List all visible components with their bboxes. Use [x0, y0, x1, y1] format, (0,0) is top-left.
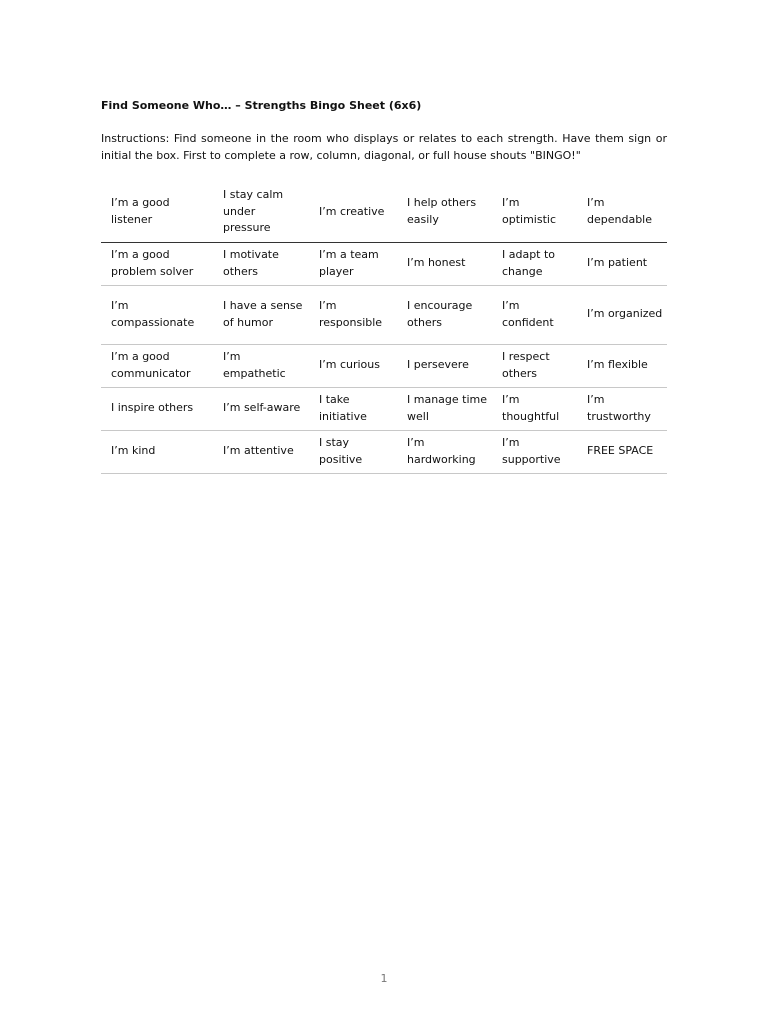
bingo-cell: I’m supportive: [492, 430, 577, 473]
bingo-cell-free-space: FREE SPACE: [577, 430, 667, 473]
bingo-cell: I’m optimistic: [492, 185, 577, 242]
bingo-cell: I’m a team player: [309, 242, 397, 285]
bingo-cell: I adapt to change: [492, 242, 577, 285]
bingo-cell: I’m hardworking: [397, 430, 492, 473]
bingo-grid: [101, 185, 667, 474]
bingo-row-3: [101, 285, 667, 344]
bingo-cell: I’m empathetic: [213, 344, 309, 387]
bingo-cell: I respect others: [492, 344, 577, 387]
bingo-cell: I’m a good communicator: [101, 344, 213, 387]
bingo-cell: I’m confident: [492, 285, 577, 344]
bingo-cell: I’m curious: [309, 344, 397, 387]
bingo-cell: I stay positive: [309, 430, 397, 473]
bingo-cell: I’m a good problem solver: [101, 242, 213, 285]
bingo-cell: I manage time well: [397, 387, 492, 430]
page-number: 1: [380, 972, 388, 985]
bingo-cell: I’m organized: [577, 285, 667, 344]
instructions-paragraph: Instructions: Find someone in the room who displays or relates to each strength. Have them sign or initial the box. First to complete a row, column, diagonal, or full house shouts "BINGO!": [101, 132, 667, 162]
bingo-cell: I encourage others: [397, 285, 492, 344]
bingo-cell: I persevere: [397, 344, 492, 387]
bingo-cell: I’m patient: [577, 242, 667, 285]
bingo-cell: I’m a good listener: [101, 185, 213, 242]
document-title: Find Someone Who… – Strengths Bingo Sheet (6x6): [101, 99, 422, 112]
bingo-cell: I’m responsible: [309, 285, 397, 344]
bingo-cell: I’m self-aware: [213, 387, 309, 430]
bingo-cell: I’m thoughtful: [492, 387, 577, 430]
bingo-cell: I motivate others: [213, 242, 309, 285]
bingo-cell: I’m compassionate: [101, 285, 213, 344]
document-page: [101, 98, 667, 474]
bingo-cell: I’m creative: [309, 185, 397, 242]
bingo-row-1: [101, 185, 667, 242]
bingo-row-5: [101, 387, 667, 430]
bingo-cell: I’m kind: [101, 430, 213, 473]
bingo-cell: I have a sense of humor: [213, 285, 309, 344]
bingo-cell: I’m flexible: [577, 344, 667, 387]
bingo-cell: I inspire others: [101, 387, 213, 430]
bingo-row-6: [101, 430, 667, 473]
bingo-cell: I take initiative: [309, 387, 397, 430]
bingo-cell: I’m trustworthy: [577, 387, 667, 430]
bingo-cell: I stay calm under pressure: [213, 185, 309, 242]
bingo-cell: I’m dependable: [577, 185, 667, 242]
bingo-cell: I’m attentive: [213, 430, 309, 473]
bingo-cell: I help others easily: [397, 185, 492, 242]
bingo-cell: I’m honest: [397, 242, 492, 285]
bingo-row-4: [101, 344, 667, 387]
bingo-row-2: [101, 242, 667, 285]
